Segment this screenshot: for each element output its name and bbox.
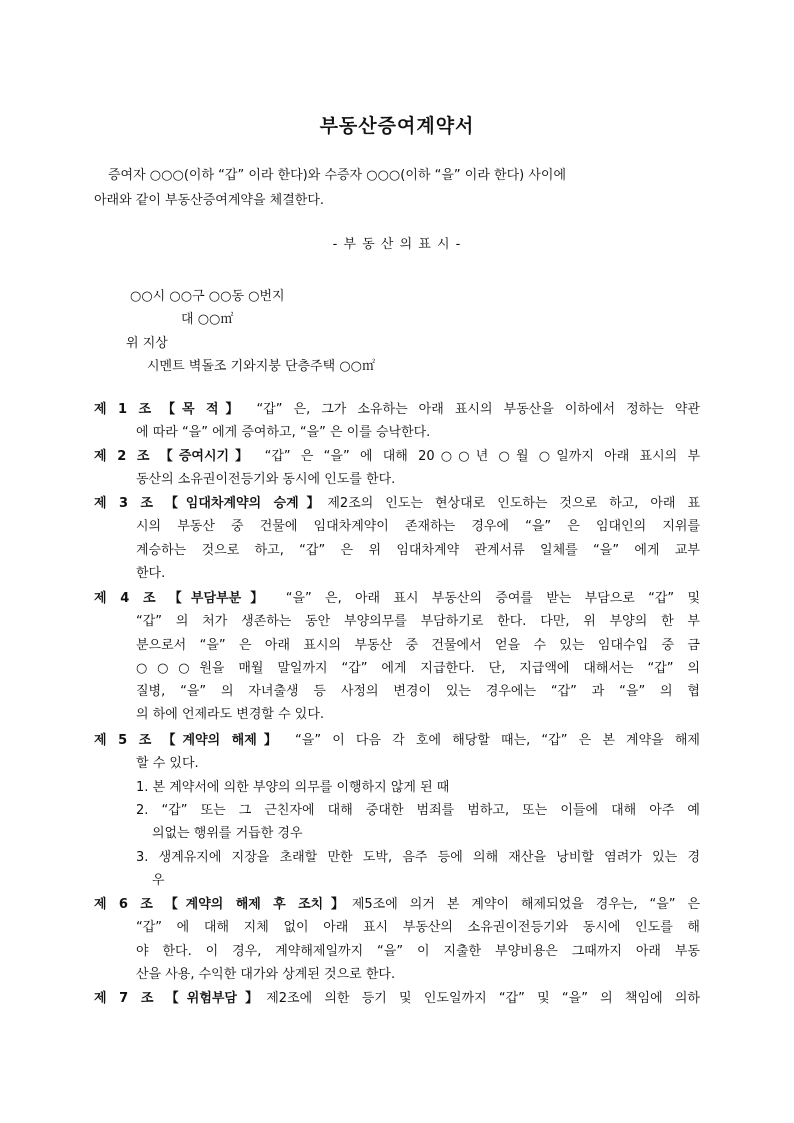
article-text: 산을 사용, 수익한 대가와 상계된 것으로 한다.: [136, 966, 396, 982]
article-title: 【부담부분】: [168, 591, 273, 606]
article-number: 제 3 조: [94, 496, 153, 511]
article-5-item-2-cont: 의없는 행위를 거듭한 경우: [152, 826, 303, 841]
article-title: 【목 적】: [162, 402, 246, 417]
article-text: 동산의 소유권이전등기와 동시에 인도를 한다.: [136, 472, 396, 488]
article-text: “을” 이 다음 각 호에 해당할 때는, “갑” 은 본 계약을 해제: [295, 733, 700, 748]
article-6: [94, 893, 700, 986]
article-number: 제 2 조: [94, 449, 150, 464]
property-building: 시멘트 벽돌조 기와지붕 단층주택 ○○㎡: [147, 359, 376, 374]
article-title: 【계약의 해제 후 조치】: [164, 897, 352, 912]
article-3: [94, 492, 700, 585]
article-1: [94, 398, 700, 445]
article-4: [94, 587, 700, 727]
intro-line-2: 아래와 같이 부동산증여계약을 체결한다.: [94, 193, 325, 208]
article-number: 제 6 조: [94, 897, 153, 912]
article-text: 질병, “을” 의 자녀출생 등 사정의 변경이 있는 경우에는 “갑” 과 “을” 의 협: [136, 684, 700, 700]
article-text: “갑” 의 처가 생존하는 동안 부양의무를 부담하기로 한다. 다만, 위 부양의 한 부: [136, 614, 700, 630]
property-address: ○○시 ○○구 ○○동 ○번지: [130, 289, 285, 304]
article-5-item-2: 2. “갑” 또는 그 근친자에 대해 중대한 범죄를 범하고, 또는 이들에 대해 아주 예: [136, 803, 700, 818]
article-number: 제 4 조: [94, 591, 156, 606]
article-text: ○○○원을 매월 말일까지 “갑” 에게 지급한다. 단, 지급액에 대해서는 “갑” 의: [136, 660, 700, 676]
article-text: 에 따라 “을” 에게 증여하고, “을” 은 이를 승낙한다.: [136, 425, 431, 441]
article-5-item-1: 1. 본 계약서에 의한 부양의 의무를 이행하지 않게 된 때: [136, 780, 450, 795]
article-5-item-3: 3. 생계유지에 지장을 초래할 만한 도박, 음주 등에 의해 재산을 낭비할 염려가 있는 경: [136, 850, 700, 865]
article-title: 【임대차계약의 승계】: [164, 496, 328, 511]
article-number: 제 7 조: [94, 991, 154, 1006]
article-number: 제 1 조: [94, 402, 152, 417]
article-text: 할 수 있다.: [136, 756, 199, 772]
article-text: 의 하에 언제라도 변경할 수 있다.: [136, 707, 325, 723]
article-5: [94, 729, 700, 776]
property-section-header: - 부 동 산 의 표 시 -: [332, 237, 462, 252]
article-title: 【증여시기】: [159, 449, 255, 464]
article-text: “갑” 에 대해 지체 없이 아래 표시 부동산의 소유권이전등기와 동시에 인도를 해: [136, 920, 700, 936]
article-title: 【계약의 해제】: [162, 733, 284, 748]
article-number: 제 5 조: [94, 733, 152, 748]
article-text: 제5조에 의거 본 계약이 해제되었을 경우는, “을” 은: [351, 897, 701, 912]
intro-line-1: 증여자 ○○○(이하 “갑” 이라 한다)와 수증자 ○○○(이하 “을” 이라 한다) 사이에: [108, 168, 567, 183]
article-text: 제2조에 의한 등기 및 인도일까지 “갑” 및 “을” 의 책임에 의하: [266, 991, 700, 1006]
article-text: 야 한다. 이 경우, 계약해제일까지 “을” 이 지출한 부양비용은 그때까지 아래 부동: [136, 943, 700, 959]
article-5-item-3-cont: 우: [152, 873, 165, 888]
article-text: 한다.: [136, 565, 166, 581]
article-text: “갑” 은 “을” 에 대해 20○○년 ○월 ○일까지 아래 표시의 부: [264, 449, 701, 464]
property-land: 대 ○○㎡: [181, 312, 234, 327]
document-title: 부동산증여계약서: [319, 115, 475, 137]
article-text: 시의 부동산 중 건물에 임대차계약이 존재하는 경우에 “을” 은 임대인의 지위를: [136, 519, 700, 535]
article-text: 계승하는 것으로 하고, “갑” 은 위 임대차계약 관계서류 일체를 “을” 에게 교부: [136, 542, 700, 558]
article-text: 제2조의 인도는 현상대로 인도하는 것으로 하고, 아래 표: [327, 496, 700, 511]
article-text: “을” 은, 아래 표시 부동산의 증여를 받는 부담으로 “갑” 및: [285, 591, 700, 606]
article-7: [94, 987, 700, 1010]
article-text: 분으로서 “을” 은 아래 표시의 부동산 중 건물에서 얻을 수 있는 임대수입 중 금: [136, 637, 700, 653]
article-text: “갑” 은, 그가 소유하는 아래 표시의 부동산을 이하에서 정하는 약관: [256, 402, 700, 417]
article-title: 【위험부담】: [165, 991, 267, 1006]
property-on-land: 위 지상: [126, 336, 168, 351]
article-2: [94, 445, 700, 492]
